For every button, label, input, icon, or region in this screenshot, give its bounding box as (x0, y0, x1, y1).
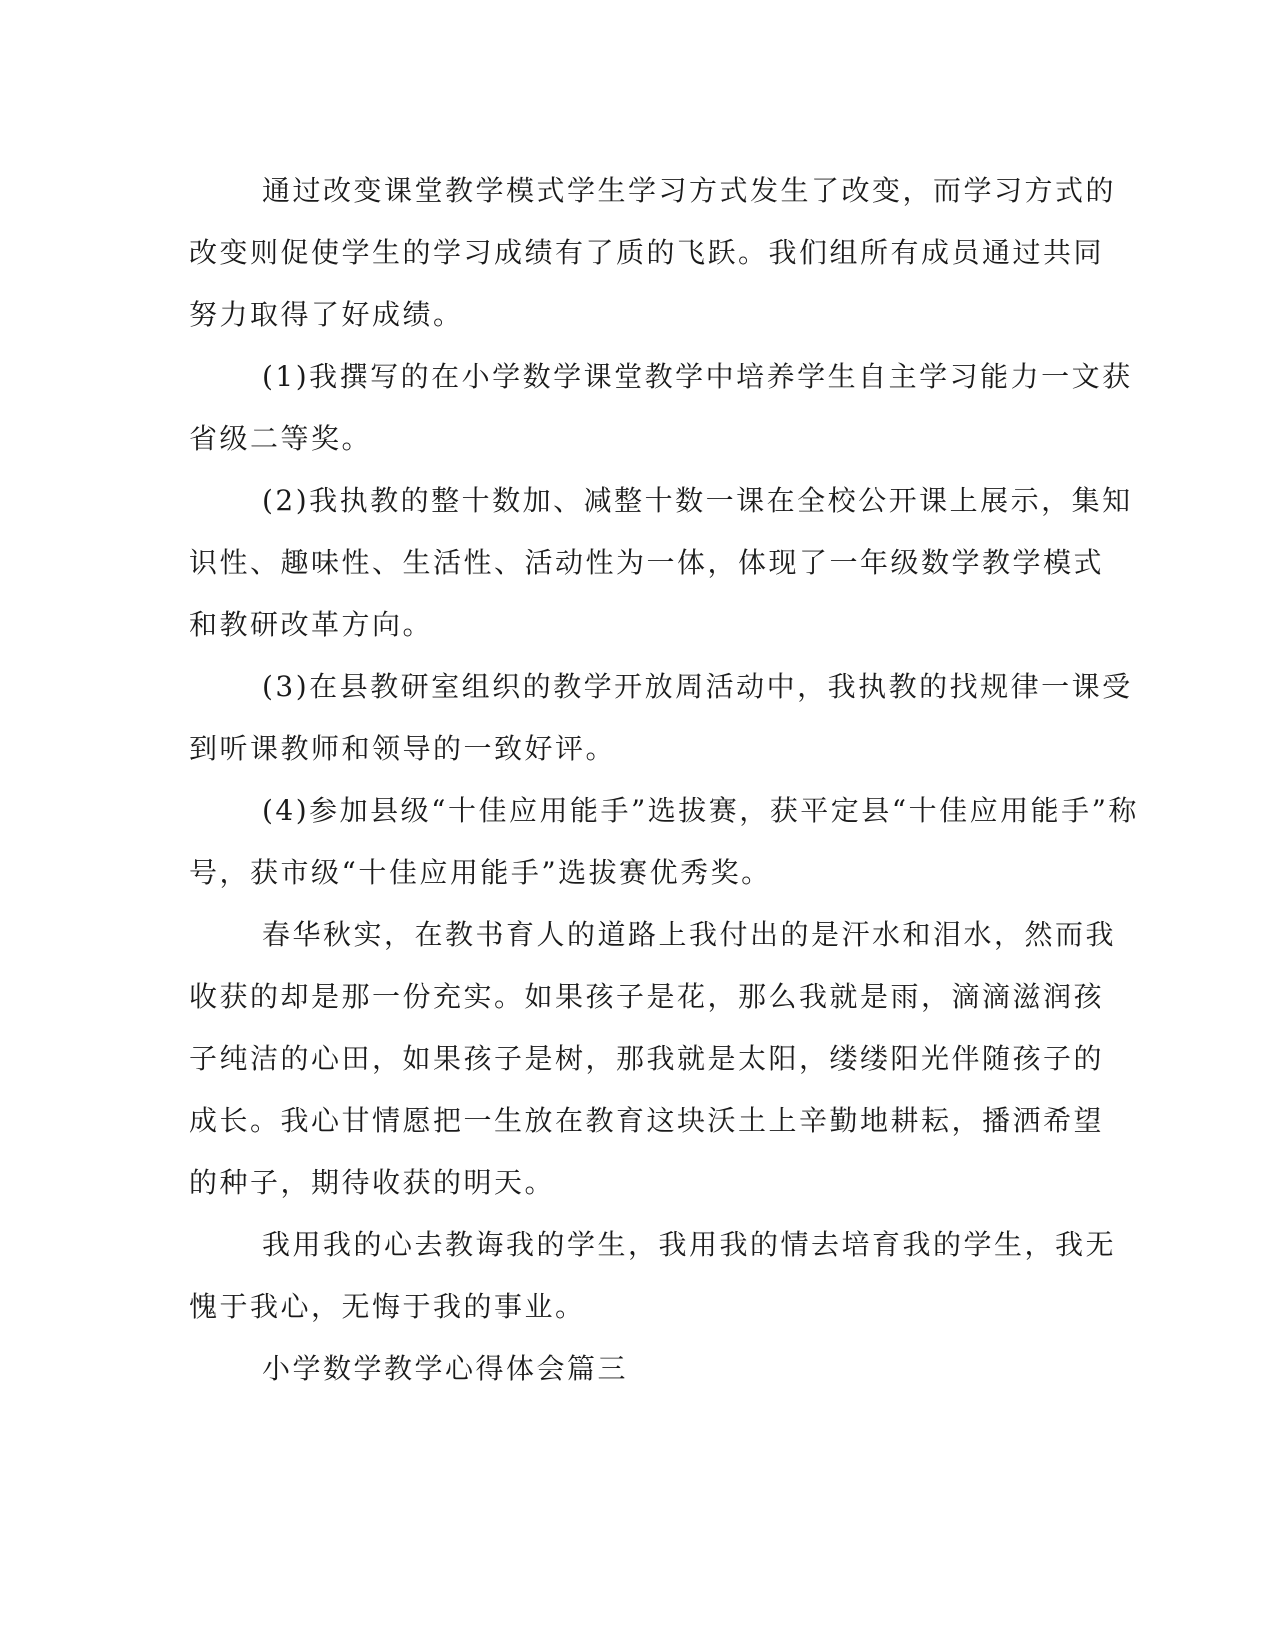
text-line: (2)我执教的整十数加、减整十数一课在全校公开课上展示，集知 (262, 484, 1133, 517)
text-line: 努力取得了好成绩。 (189, 298, 464, 331)
document-body (189, 160, 1139, 1400)
text-line: 改变则促使学生的学习成绩有了质的飞跃。我们组所有成员通过共同 (189, 236, 1105, 269)
text-line: (4)参加县级“十佳应用能手”选拔赛，获平定县“十佳应用能手”称 (262, 794, 1139, 827)
text-line: (1)我撰写的在小学数学课堂教学中培养学生自主学习能力一文获 (262, 360, 1133, 393)
text-line: 通过改变课堂教学模式学生学习方式发生了改变，而学习方式的 (262, 174, 1117, 207)
text-line: 和教研改革方向。 (189, 608, 434, 641)
text-line: 的种子，期待收获的明天。 (189, 1166, 556, 1199)
text-line: 到听课教师和领导的一致好评。 (189, 732, 617, 765)
text-line: 收获的却是那一份充实。如果孩子是花，那么我就是雨，滴滴滋润孩 (189, 980, 1105, 1013)
paragraph-intro (189, 160, 1117, 346)
text-line: 春华秋实，在教书育人的道路上我付出的是汗水和泪水，然而我 (262, 918, 1117, 951)
paragraph-item-4 (189, 780, 1139, 904)
paragraph-item-1 (189, 346, 1133, 470)
text-line: 我用我的心去教诲我的学生，我用我的情去培育我的学生，我无 (262, 1228, 1117, 1261)
text-line: (3)在县教研室组织的教学开放周活动中，我执教的找规律一课受 (262, 670, 1133, 703)
text-line: 号，获市级“十佳应用能手”选拔赛优秀奖。 (189, 856, 772, 889)
text-line: 愧于我心，无悔于我的事业。 (189, 1290, 586, 1323)
section-heading (189, 1338, 1089, 1400)
paragraph-item-2 (189, 470, 1133, 656)
paragraph-conclusion (189, 1214, 1117, 1338)
text-line: 子纯洁的心田，如果孩子是树，那我就是太阳，缕缕阳光伴随孩子的 (189, 1042, 1105, 1075)
text-line: 省级二等奖。 (189, 422, 373, 455)
paragraph-reflection (189, 904, 1117, 1214)
section-title: 小学数学教学心得体会篇三 (262, 1352, 629, 1385)
paragraph-item-3 (189, 656, 1133, 780)
text-line: 识性、趣味性、生活性、活动性为一体，体现了一年级数学教学模式 (189, 546, 1105, 579)
text-line: 成长。我心甘情愿把一生放在教育这块沃土上辛勤地耕耘，播洒希望 (189, 1104, 1105, 1137)
